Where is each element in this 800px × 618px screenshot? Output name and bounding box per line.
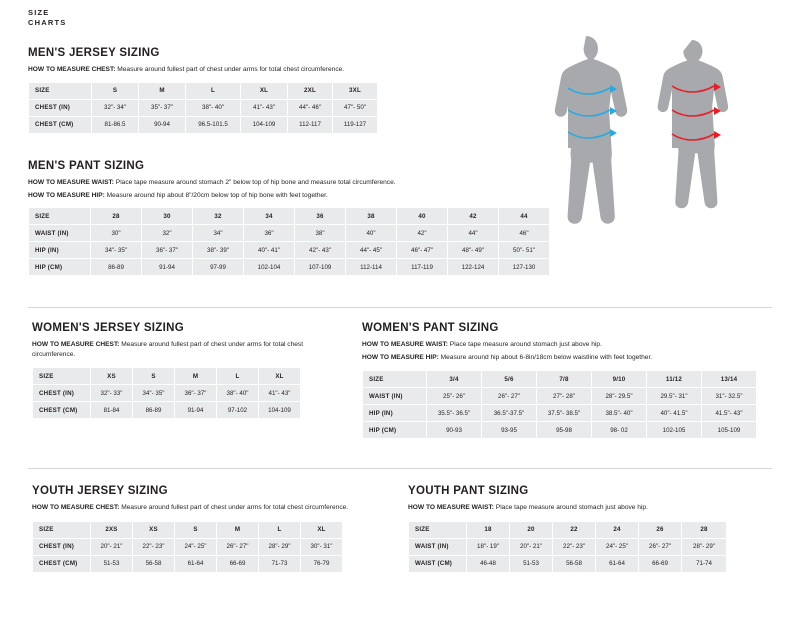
cell: 98- 02	[592, 422, 647, 439]
cell: 56-58	[553, 555, 596, 572]
th: SIZE	[33, 368, 91, 385]
cell: 24"- 25"	[175, 538, 217, 555]
th: 2XL	[288, 82, 333, 99]
cell: 41"- 43"	[241, 99, 288, 116]
row-label: HIP (IN)	[29, 242, 91, 259]
section-womens-jersey	[32, 322, 352, 419]
th: 28	[682, 521, 727, 538]
howto-text: Measure around hip about 6-8in/18cm below waistline with feet together.	[438, 353, 653, 361]
cell: 81-86.5	[92, 116, 139, 133]
th: XS	[91, 368, 133, 385]
cell: 36"	[244, 225, 295, 242]
cell: 38"- 39"	[193, 242, 244, 259]
howto-label: HOW TO MEASURE HIP:	[28, 191, 105, 199]
th: 40	[397, 208, 448, 225]
cell: 40"	[346, 225, 397, 242]
cell: 117-119	[397, 259, 448, 276]
female-body-figure	[658, 40, 728, 208]
howto-label: HOW TO MEASURE WAIST:	[362, 341, 448, 348]
th: 9/10	[592, 371, 647, 388]
th: SIZE	[33, 521, 91, 538]
cell: 56-58	[133, 555, 175, 572]
howto-youth-pant-waist	[408, 503, 768, 513]
table-row	[33, 538, 343, 555]
cell: 71-74	[682, 555, 727, 572]
cell: 26"- 27"	[639, 538, 682, 555]
th: XL	[241, 82, 288, 99]
th: 22	[553, 521, 596, 538]
cell: 32"- 33"	[91, 385, 133, 402]
table-row	[363, 405, 757, 422]
cell: 61-64	[596, 555, 639, 572]
section-title-mens-pant: MEN'S PANT SIZING	[28, 160, 145, 172]
cell: 40"- 41"	[244, 242, 295, 259]
howto-mens-pant-hip	[28, 191, 548, 201]
howto-mens-pant-waist	[28, 178, 548, 188]
cell: 35"- 37"	[139, 99, 186, 116]
th: SIZE	[29, 208, 91, 225]
cell: 36"- 37"	[142, 242, 193, 259]
cell: 18"- 19"	[467, 538, 510, 555]
cell: 66-69	[639, 555, 682, 572]
howto-text: Place tape measure around stomach 2" below top of hip bone and measure total circumference.	[113, 179, 396, 186]
cell: 104-109	[259, 402, 301, 419]
table-header-row	[33, 368, 301, 385]
table-row	[29, 225, 550, 242]
cell: 47"- 50"	[333, 99, 378, 116]
cell: 22"- 23"	[133, 538, 175, 555]
section-title-womens-pant: WOMEN'S PANT SIZING	[362, 322, 499, 334]
cell: 38"- 40"	[217, 385, 259, 402]
cell: 38.5"- 40"	[592, 405, 647, 422]
cell: 22"- 23"	[553, 538, 596, 555]
th: 7/8	[537, 371, 592, 388]
th: S	[92, 82, 139, 99]
cell: 97-99	[193, 259, 244, 276]
row-label: CHEST (IN)	[33, 538, 91, 555]
section-youth-pant	[408, 485, 768, 573]
cell: 41"- 43"	[259, 385, 301, 402]
cell: 20"- 21"	[91, 538, 133, 555]
th: L	[259, 521, 301, 538]
row-label: CHEST (IN)	[29, 99, 92, 116]
cell: 37.5"- 38.5"	[537, 405, 592, 422]
howto-text: Measure around fullest part of chest under arms for total chest circumference.	[115, 66, 345, 73]
cell: 28"- 29"	[682, 538, 727, 555]
table-row	[29, 99, 378, 116]
row-label: CHEST (CM)	[29, 116, 92, 133]
howto-youth-jersey-chest	[32, 503, 362, 513]
cell: 44"- 46"	[288, 99, 333, 116]
cell: 112-117	[288, 116, 333, 133]
howto-womens-pant-waist	[362, 340, 762, 350]
cell: 42"- 43"	[295, 242, 346, 259]
cell: 20"- 21"	[510, 538, 553, 555]
howto-label: HOW TO MEASURE WAIST:	[408, 504, 494, 511]
row-label: WAIST (CM)	[409, 555, 467, 572]
cell: 27"- 28"	[537, 388, 592, 405]
cell: 71-73	[259, 555, 301, 572]
cell: 46"- 47"	[397, 242, 448, 259]
cell: 46-48	[467, 555, 510, 572]
howto-text: Place tape measure around stomach just above hip.	[447, 341, 602, 348]
cell: 95-98	[537, 422, 592, 439]
howto-mens-jersey-chest	[28, 65, 508, 75]
cell: 48"- 49"	[448, 242, 499, 259]
cell: 36.5"-37.5"	[482, 405, 537, 422]
cell: 26"- 27"	[482, 388, 537, 405]
table-header-row	[29, 82, 378, 99]
table-header-row	[363, 371, 757, 388]
th: 13/14	[702, 371, 757, 388]
table-header-row	[33, 521, 343, 538]
section-mens-jersey	[28, 47, 508, 134]
th: 2XS	[91, 521, 133, 538]
cell: 86-89	[91, 259, 142, 276]
cell: 76-79	[301, 555, 343, 572]
table-row	[29, 259, 550, 276]
th: SIZE	[409, 521, 467, 538]
th: XS	[133, 521, 175, 538]
row-label: HIP (CM)	[29, 259, 91, 276]
cell: 26"- 27"	[217, 538, 259, 555]
table-youth-jersey	[32, 521, 343, 573]
section-title-youth-pant: YOUTH PANT SIZING	[408, 485, 529, 497]
cell: 41.5"- 43"	[702, 405, 757, 422]
cell: 25"- 26"	[427, 388, 482, 405]
cell: 24"- 25"	[596, 538, 639, 555]
table-youth-pant	[408, 521, 727, 573]
cell: 107-109	[295, 259, 346, 276]
cell: 40"- 41.5"	[647, 405, 702, 422]
th: 26	[639, 521, 682, 538]
th: XL	[259, 368, 301, 385]
cell: 44"- 45"	[346, 242, 397, 259]
howto-text: Measure around fullest part of chest under arms for total chest circumference.	[119, 504, 349, 511]
row-label: WAIST (IN)	[363, 388, 427, 405]
table-womens-pant	[362, 370, 757, 439]
th: 42	[448, 208, 499, 225]
row-label: CHEST (CM)	[33, 555, 91, 572]
howto-label: HOW TO MEASURE WAIST:	[28, 179, 114, 186]
th: 28	[91, 208, 142, 225]
page-title-line1: SIZE	[28, 8, 50, 17]
th: 3/4	[427, 371, 482, 388]
th: 11/12	[647, 371, 702, 388]
row-label: WAIST (IN)	[409, 538, 467, 555]
table-row	[363, 422, 757, 439]
section-title-womens-jersey: WOMEN'S JERSEY SIZING	[32, 322, 184, 334]
howto-womens-jersey-chest	[32, 340, 312, 359]
table-womens-jersey	[32, 367, 301, 419]
cell: 29.5"- 31"	[647, 388, 702, 405]
cell: 50"- 51"	[499, 242, 550, 259]
male-body-figure	[555, 36, 627, 224]
cell: 34"- 35"	[133, 385, 175, 402]
cell: 91-94	[175, 402, 217, 419]
cell: 93-95	[482, 422, 537, 439]
howto-text: Measure around fullest part of chest under arms for total chest circumference.	[32, 341, 304, 358]
body-figures	[524, 30, 774, 265]
cell: 97-102	[217, 402, 259, 419]
th: M	[139, 82, 186, 99]
cell: 30"- 31"	[301, 538, 343, 555]
cell: 81-84	[91, 402, 133, 419]
cell: 28"- 29.5"	[592, 388, 647, 405]
row-label: CHEST (IN)	[33, 385, 91, 402]
row-label: WAIST (IN)	[29, 225, 91, 242]
cell: 34"- 35"	[91, 242, 142, 259]
table-mens-jersey	[28, 82, 378, 134]
divider-2	[28, 468, 772, 469]
th: M	[175, 368, 217, 385]
table-row	[409, 555, 727, 572]
cell: 66-69	[217, 555, 259, 572]
howto-label: HOW TO MEASURE CHEST:	[32, 341, 120, 348]
cell: 28"- 29"	[259, 538, 301, 555]
cell: 30"	[91, 225, 142, 242]
cell: 102-105	[647, 422, 702, 439]
cell: 46"	[499, 225, 550, 242]
cell: 127-130	[499, 259, 550, 276]
cell: 51-53	[91, 555, 133, 572]
cell: 90-94	[139, 116, 186, 133]
table-header-row	[409, 521, 727, 538]
th: 38	[346, 208, 397, 225]
th: XL	[301, 521, 343, 538]
cell: 86-89	[133, 402, 175, 419]
cell: 104-109	[241, 116, 288, 133]
th: 18	[467, 521, 510, 538]
section-title-youth-jersey: YOUTH JERSEY SIZING	[32, 485, 168, 497]
howto-label: HOW TO MEASURE HIP:	[362, 353, 439, 361]
cell: 122-124	[448, 259, 499, 276]
th: 3XL	[333, 82, 378, 99]
table-row	[29, 116, 378, 133]
section-mens-pant	[28, 160, 548, 276]
th: S	[175, 521, 217, 538]
th: 20	[510, 521, 553, 538]
row-label: CHEST (CM)	[33, 402, 91, 419]
cell: 91-94	[142, 259, 193, 276]
cell: 119-127	[333, 116, 378, 133]
cell: 44"	[448, 225, 499, 242]
howto-text: Place tape measure around stomach just above hip.	[493, 504, 648, 511]
section-youth-jersey	[32, 485, 372, 573]
cell: 51-53	[510, 555, 553, 572]
cell: 90-93	[427, 422, 482, 439]
th: M	[217, 521, 259, 538]
table-header-row	[29, 208, 550, 225]
cell: 32"	[142, 225, 193, 242]
cell: 112-114	[346, 259, 397, 276]
section-womens-pant	[362, 322, 762, 439]
howto-label: HOW TO MEASURE CHEST:	[28, 66, 116, 73]
th: L	[217, 368, 259, 385]
table-row	[33, 555, 343, 572]
cell: 105-109	[702, 422, 757, 439]
th: 30	[142, 208, 193, 225]
table-row	[33, 385, 301, 402]
cell: 102-104	[244, 259, 295, 276]
cell: 32"- 34"	[92, 99, 139, 116]
th: SIZE	[29, 82, 92, 99]
cell: 31"- 32.5"	[702, 388, 757, 405]
th: S	[133, 368, 175, 385]
table-row	[33, 402, 301, 419]
howto-womens-pant-hip	[362, 353, 762, 363]
row-label: HIP (CM)	[363, 422, 427, 439]
table-row	[409, 538, 727, 555]
th: SIZE	[363, 371, 427, 388]
row-label: HIP (IN)	[363, 405, 427, 422]
page-title	[28, 8, 66, 28]
divider-1	[28, 307, 772, 308]
th: 44	[499, 208, 550, 225]
cell: 38"- 40"	[186, 99, 241, 116]
cell: 36"- 37"	[175, 385, 217, 402]
th: 5/6	[482, 371, 537, 388]
page-title-line2: CHARTS	[28, 18, 67, 27]
th: 32	[193, 208, 244, 225]
cell: 42"	[397, 225, 448, 242]
table-row	[29, 242, 550, 259]
cell: 96.5-101.5	[186, 116, 241, 133]
th: L	[186, 82, 241, 99]
cell: 35.5"- 36.5"	[427, 405, 482, 422]
section-title-mens-jersey: MEN'S JERSEY SIZING	[28, 47, 160, 59]
howto-label: HOW TO MEASURE CHEST:	[32, 504, 120, 511]
cell: 61-64	[175, 555, 217, 572]
th: 34	[244, 208, 295, 225]
table-mens-pant	[28, 207, 550, 276]
th: 36	[295, 208, 346, 225]
cell: 34"	[193, 225, 244, 242]
th: 24	[596, 521, 639, 538]
cell: 38"	[295, 225, 346, 242]
howto-text: Measure around hip about 8"/20cm below top of hip bone with feet together.	[104, 191, 328, 199]
table-row	[363, 388, 757, 405]
